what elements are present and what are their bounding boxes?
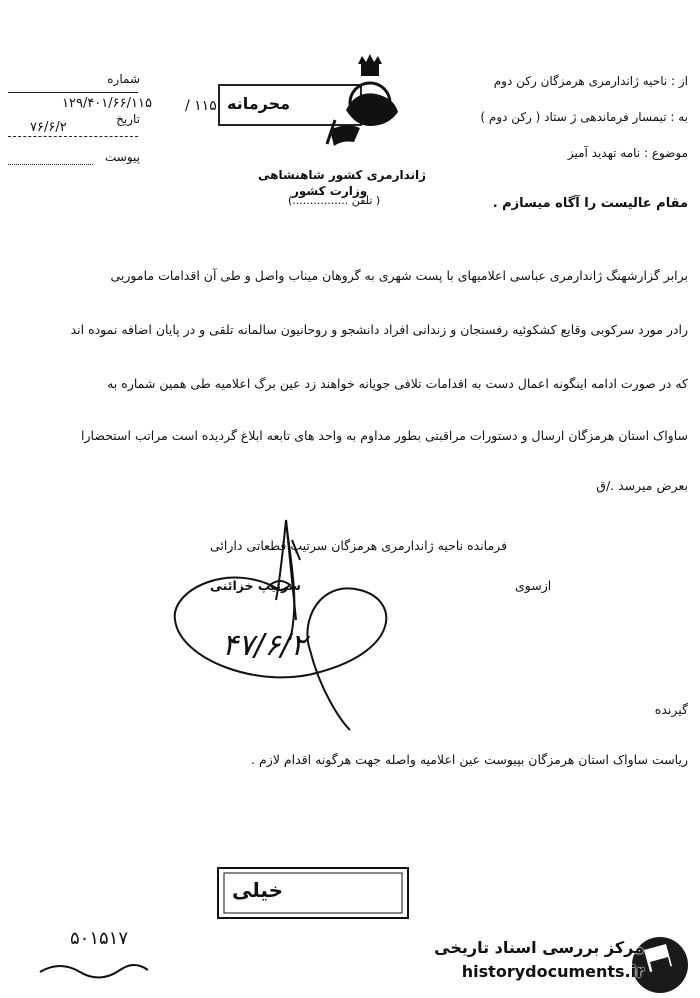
- body-line-1: برابر گزارشهنگ ژاندارمری عباسی اعلامیهای با پست شهری به گروهان میناب واصل و طی آن اقدامات ماموریی: [110, 268, 688, 283]
- shomare-value: ۱۲۹/۴۰۱/۶۶/۱۱۵: [62, 96, 152, 111]
- azsui-label: ازسوی: [515, 578, 552, 593]
- slash-number: / ۱۱۵: [185, 98, 217, 114]
- tarikh-label: تاریخ: [116, 112, 140, 126]
- bottom-number: ۵۰۱۵۱۷: [70, 928, 129, 949]
- org-line2: وزارت کشور: [292, 184, 368, 198]
- peyvast-label: پیوست: [105, 150, 140, 164]
- mozu-line: موضوع : نامه تهدید آمیز: [567, 146, 688, 160]
- watermark-url: historydocuments.ir: [461, 962, 644, 981]
- recipients-line: ریاست ساواک استان هرمزگان بپیوست عین اعلامیه واصله جهت هرگونه اقدام لازم .: [251, 752, 688, 767]
- body-line-4: ساواک استان هرمزگان ارسال و دستورات مراقبتی بطور مداوم به واحد های تابعه ابلاغ گردیده است مراتب استحضارا: [81, 428, 688, 443]
- tarikh-value: ۷۶/۶/۲: [30, 120, 67, 135]
- bottom-stamp-text: خیلی: [232, 878, 283, 902]
- body-line-3: که در صورت ادامه اینگونه اعمال دست به اقدامات تلافی جویانه خواهند زد عین برگ اعلامیه طی همین شماره به: [107, 376, 688, 391]
- lion-sun-emblem-icon: [327, 54, 398, 146]
- body-closing: بعرض میرسد ./ق: [596, 478, 688, 493]
- stamp-text: محرمانه: [226, 94, 290, 113]
- be-line: به : تیمسار فرماندهی ژ ستاد ( رکن دوم ): [480, 110, 688, 124]
- recipients-label: گیرنده: [654, 702, 688, 717]
- watermark-title: مرکز بررسی اسناد تاریخی: [434, 938, 644, 957]
- signature-line1: فرمانده ناحیه ژاندارمری هرمزگان سرتیپ قطعاتی دارائی: [210, 538, 508, 553]
- org-line1: ژاندارمری کشور شاهنشاهی: [258, 168, 427, 182]
- salutation: مقام عالیست را آگاه میسازم .: [492, 196, 688, 211]
- phone-label: ( تلفن ................): [288, 194, 381, 207]
- az-line: از : ناحیه ژاندارمری هرمزگان رکن دوم: [493, 74, 688, 88]
- handwritten-date: ۴۷/۶/۲: [222, 628, 307, 663]
- body-line-2: رادر مورد سرکوبی وقایع کشکوئیه رفسنجان و زندانی افراد دانشجو و روحانیون سالمانه تلقی و در پایان اضافه نموده اند: [70, 322, 688, 337]
- shomare-label: شماره: [107, 72, 140, 86]
- signature-line2: سرتیپ خزائنی: [210, 578, 301, 593]
